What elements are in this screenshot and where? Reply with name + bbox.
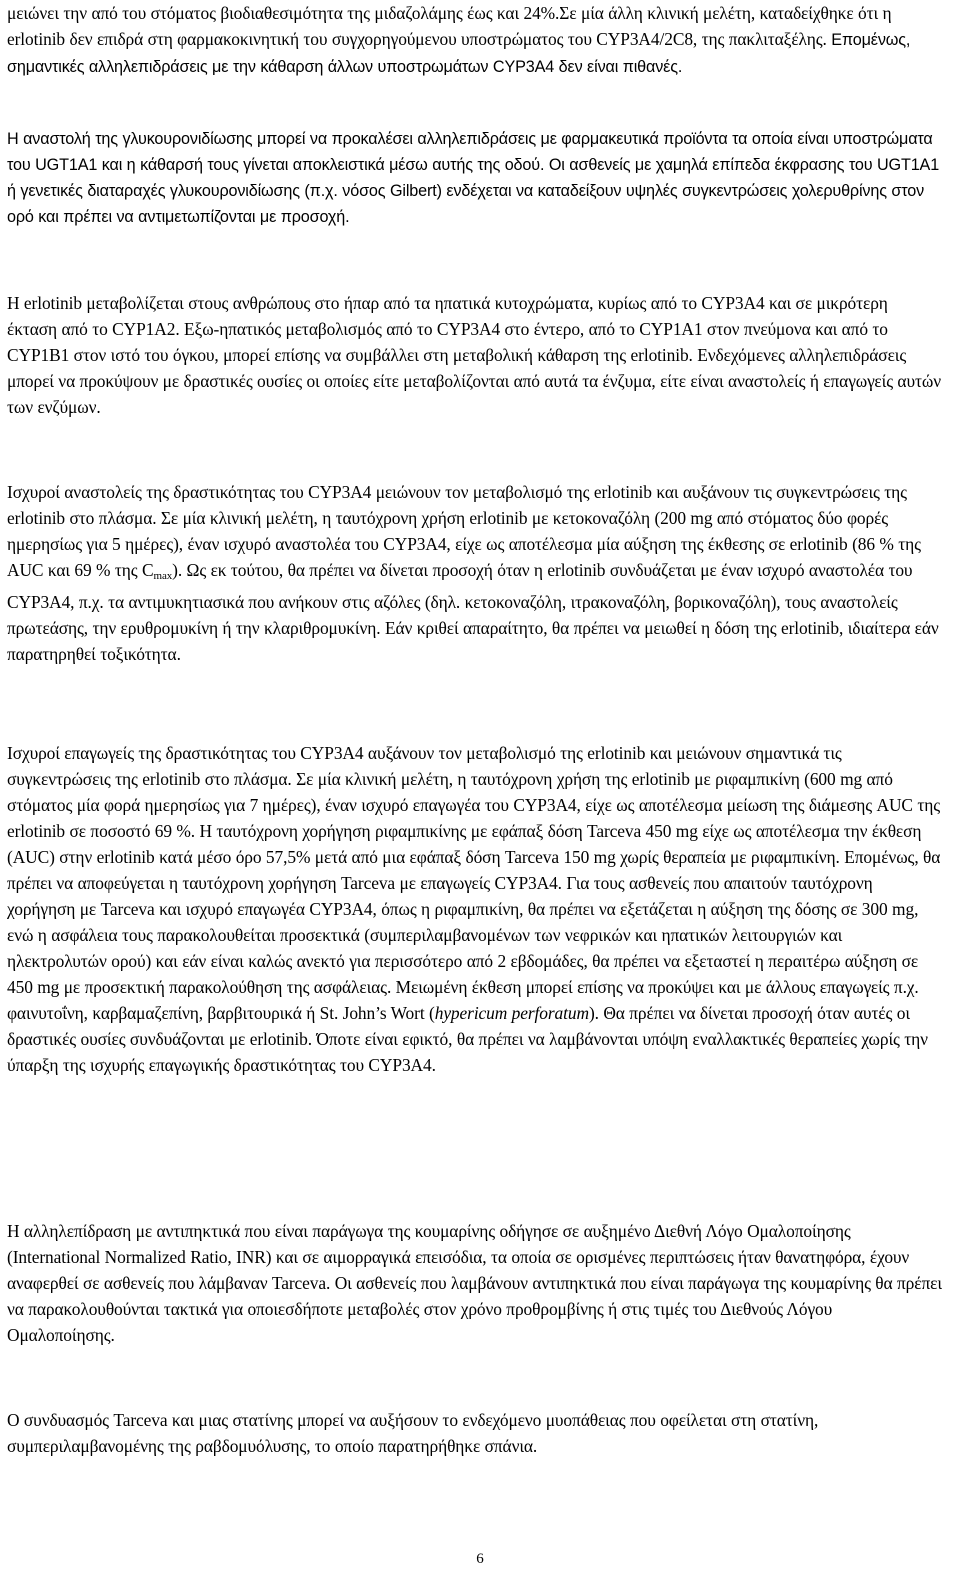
subscript-max: max (153, 570, 173, 582)
paragraph-text: Ισχυροί αναστολείς της δραστικότητας του CYP3A4 μειώνουν τον μεταβολισμό της erlotinib και αυξάνουν τις συγκεντρώσεις της erlotinib στο πλάσμα. Σε μία κλινική μελέτη, η ταυτόχρονη χρήση erlotinib με κετοκοναζόλη (200 mg από στόματος δύο φορές ημερησίως για 5 ημέρες), έναν ισχυρό αναστολέα του CYP3A4, είχε ως αποτέλεσμα μία αύξηση της έκθεσης σε erlotinib (86 % της AUC και 69 % της C (7, 482, 921, 580)
paragraph-text: ). Ως εκ τούτου, θα πρέπει να δίνεται προσοχή όταν η erlotinib συνδυάζεται με έναν ισχυρό αναστολέα του CYP3A4, π.χ. τα αντιμυκητιασικά που ανήκουν στις αζόλες (δηλ. κετοκοναζόλη, ιτρακοναζόλη, βορικοναζόλη), τους αναστολείς πρωτεάσης, την ερυθρομυκίνη ή την κλαριθρομυκίνη. Εάν κριθεί απαραίτητο, θα πρέπει να μειωθεί η δόση της erlotinib, ιδιαίτερα εάν παρατηρηθεί τοξικότητα. (7, 560, 939, 664)
paragraph-cyp3a4-inhibitors (7, 479, 942, 667)
paragraph-statin: Ο συνδυασμός Tarceva και μιας στατίνης μπορεί να αυξήσουν το ενδεχόμενο μυοπάθειας που οφείλεται στη στατίνη, συμπεριλαμβανομένης της ραβδομυόλυσης, το οποίο παρατηρήθηκε σπάνια. (7, 1410, 819, 1456)
paragraph-text: Ισχυροί επαγωγείς της δραστικότητας του CYP3A4 αυξάνουν τον μεταβολισμό της erlotinib και μειώνουν σημαντικά τις συγκεντρώσεις της erlotinib στο πλάσμα. Σε μία κλινική μελέτη, η ταυτόχρονη χρήση της erlotinib με ριφαμπικίνη (600 mg από στόματος μία φορά ημερησίως για 7 ημέρες), έναν ισχυρό επαγωγέα του CYP3A4, είχε ως αποτέλεσμα μείωση της διάμεσης AUC της erlotinib σε ποσοστό 69 %. Η ταυτόχρονη χορήγηση ριφαμπικίνης με εφάπαξ δόση Tarceva 450 mg είχε ως αποτέλεσμα την έκθεση (AUC) στην erlotinib κατά μέσο όρο 57,5% μετά από μια εφάπαξ δόση Tarceva 150 mg χωρίς θεραπεία με ριφαμπικίνη. Επομένως, θα πρέπει να αποφεύγεται η ταυτόχρονη χορήγηση Tarceva με επαγωγείς CYP3A4. Για τους ασθενείς που απαιτούν ταυτόχρονη χορήγηση με Tarceva και ισχυρό επαγωγέα CYP3A4, όπως η ριφαμπικίνη, θα πρέπει να εξετάζεται η αύξηση της δόσης σε 300 mg, ενώ η ασφάλεια τους παρακολουθείται προσεκτικά (συμπεριλαμβανομένων των νεφρικών και ηπατικών λειτουργιών και ηλεκτρολυτών ορού) και εάν είναι καλώς ανεκτό για περισσότερο από 2 εβδομάδες, θα πρέπει να εξεταστεί η περαιτέρω αύξηση σε 450 mg με προσεκτική παρακολούθηση της ασφάλειας. Μειωμένη έκθεση μπορεί επίσης να προκύψει και με άλλους επαγωγείς π.χ. φαινυτοΐνη, καρβαμαζεπίνη, βαρβιτουρικά ή St. John’s Wort ( (7, 743, 941, 1023)
paragraph-coumarin: Η αλληλεπίδραση με αντιπηκτικά που είναι παράγωγα της κουμαρίνης οδήγησε σε αυξημένο Διεθνή Λόγο Ομαλοποίησης (International Normalized Ratio, INR) και σε αιμορραγικά επεισόδια, τα οποία σε ορισμένες περιπτώσεις ήταν θανατηφόρα, έχουν αναφερθεί σε ασθενείς που λάμβαναν Tarceva. Οι ασθενείς που λαμβάνουν αντιπηκτικά που είναι παράγωγα της κουμαρίνης θα πρέπει να παρακολουθούνται τακτικά για οποιεσδήποτε μεταβολές στον χρόνο προθρομβίνης ή στις τιμές του Διεθνούς Λόγου Ομαλοποίησης. (7, 1221, 942, 1345)
paragraph-text: ). Θα πρέπει να δίνεται προσοχή όταν αυτές οι δραστικές ουσίες συνδυάζονται με erlotinib. Όποτε είναι εφικτό, θα πρέπει να λαμβάνονται υπόψη εναλλακτικές θεραπείες χωρίς την ύπαρξη της ισχυρής επαγωγικής δραστικότητας του CYP3A4. (7, 1003, 928, 1075)
paragraph-midazolam-paclitaxel (7, 0, 942, 80)
paragraph-text: μειώνει την από του στόματος βιοδιαθεσιμότητα της μιδαζολάμης έως και 24%.Σε μία άλλη κλινική μελέτη, καταδείχθηκε ότι η erlotinib δεν επιδρά στη φαρμακοκινητική του συγχορηγούμενου υποστρώματος του CYP3A4/2C8, της πακλιταξέλης. (7, 3, 892, 49)
paragraph-metabolism: Η erlotinib μεταβολίζεται στους ανθρώπους στο ήπαρ από τα ηπατικά κυτοχρώματα, κυρίως από το CYP3A4 και σε μικρότερη έκταση από το CYP1A2. Εξω-ηπατικός μεταβολισμός από το CYP3A4 στο έντερο, από το CYP1A1 στον πνεύμονα και από το CYP1B1 στον ιστό του όγκου, μπορεί επίσης να συμβάλλει στη μεταβολική κάθαρση της erlotinib. Ενδεχόμενες αλληλεπιδράσεις μπορεί να προκύψουν με δραστικές ουσίες οι οποίες είτε μεταβολίζονται από αυτά τα ένζυμα, είτε είναι αναστολείς ή επαγωγείς αυτών των ενζύμων. (7, 293, 941, 417)
page-number: 6 (476, 1551, 484, 1567)
paragraph-text-sans: Επομένως, σημαντικές αλληλεπιδράσεις με την κάθαρση άλλων υποστρωμάτων CYP3A4 δεν είναι πιθανές. (7, 31, 911, 76)
paragraph-cyp3a4-inducers (7, 740, 942, 1078)
italic-latin-name: hypericum perforatum (434, 1003, 589, 1023)
paragraph-glucuronidation: Η αναστολή της γλυκουρονιδίωσης μπορεί να προκαλέσει αλληλεπιδράσεις με φαρμακευτικά προϊόντα τα οποία είναι υποστρώματα του UGT1A1 και η κάθαρσή τους γίνεται αποκλειστικά μέσω αυτής της οδού. Οι ασθενείς με χαμηλά επίπεδα έκφρασης του UGT1A1 ή γενετικές διαταραχές γλυκουρονιδίωσης (π.χ. νόσος Gilbert) ενδέχεται να καταδείξουν υψηλές συγκεντρώσεις χολερυθρίνης στον ορό και πρέπει να αντιμετωπίζονται με προσοχή. (7, 130, 940, 226)
